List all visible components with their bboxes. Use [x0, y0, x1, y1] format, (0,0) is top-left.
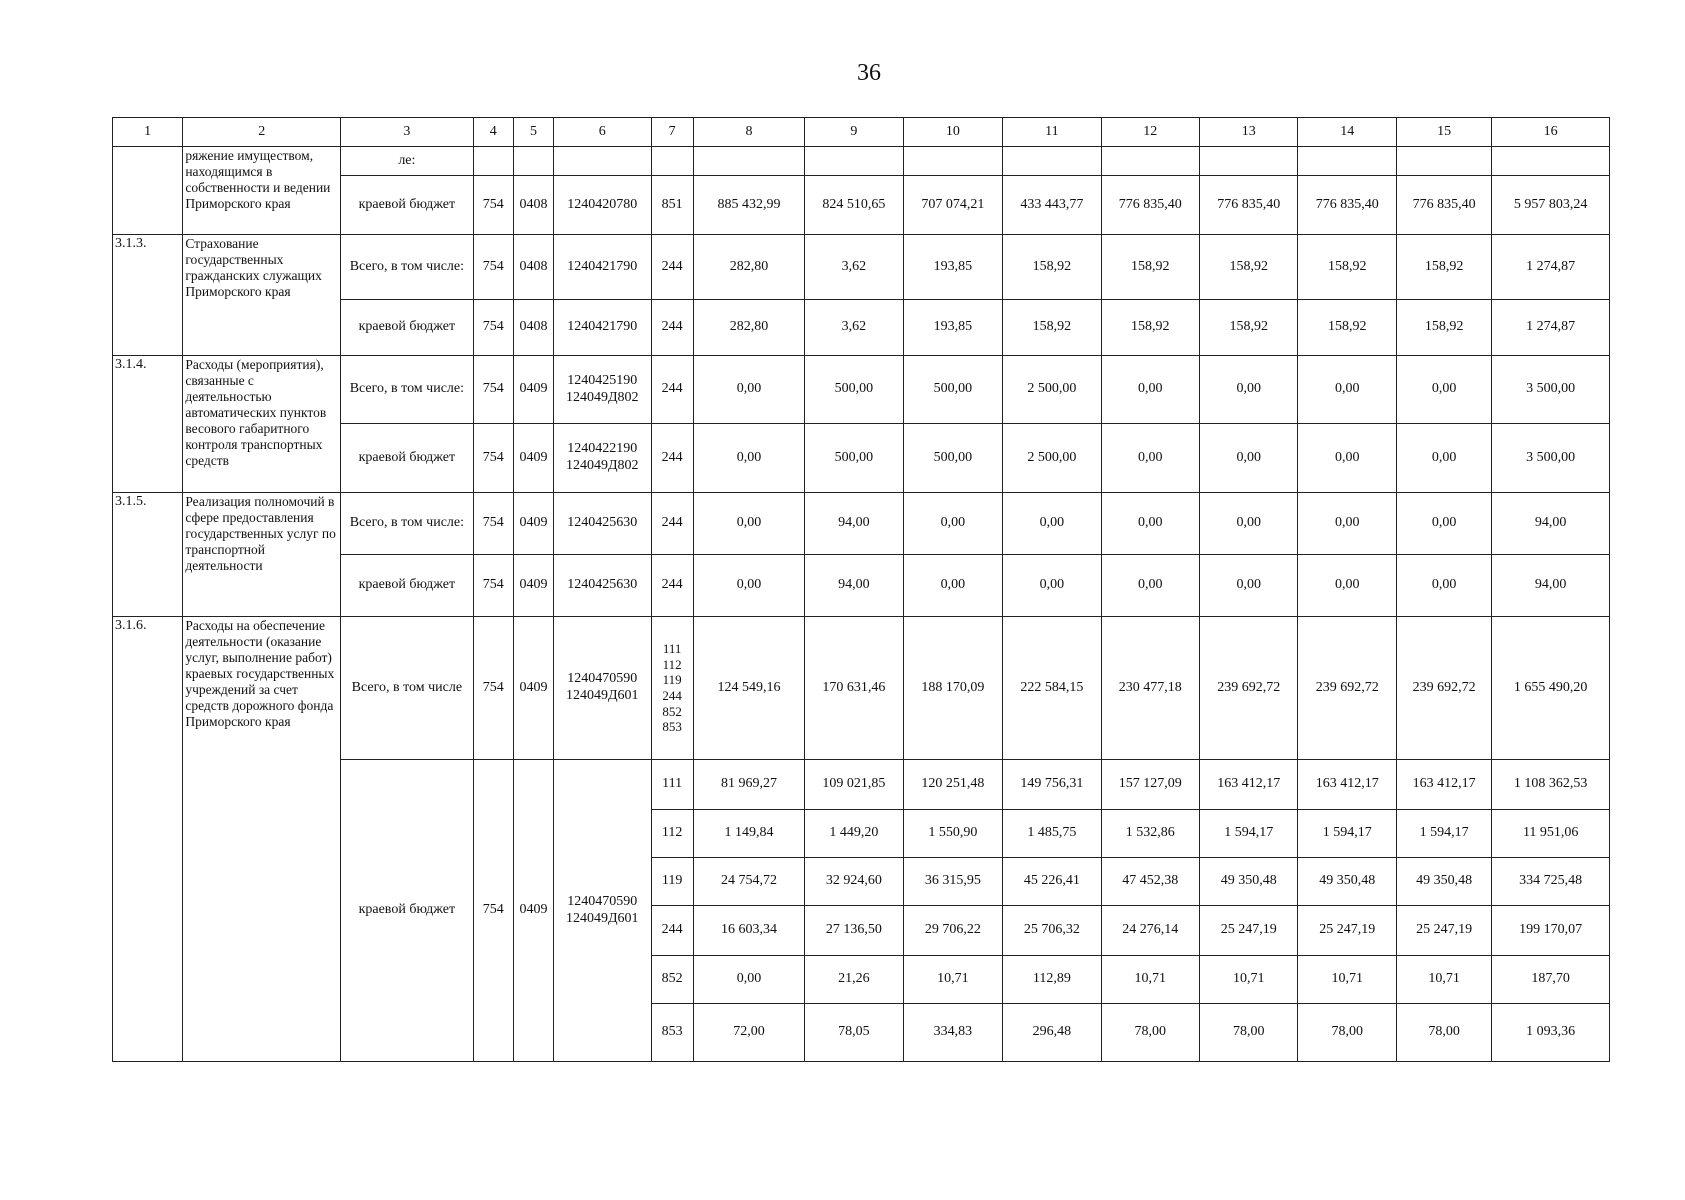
amount-cell: 158,92: [1298, 235, 1396, 300]
amount-cell: 199 170,07: [1492, 906, 1610, 956]
amount-cell: 158,92: [1101, 300, 1199, 356]
column-header: 8: [693, 118, 805, 147]
amount-cell: 707 074,21: [903, 176, 1002, 235]
amount-cell: 158,92: [1003, 300, 1101, 356]
amount-cell: 10,71: [1298, 956, 1396, 1004]
amount-cell: 94,00: [805, 493, 903, 555]
amount-cell: 47 452,38: [1101, 858, 1199, 906]
amount-cell: 0,00: [903, 493, 1002, 555]
amount-cell: 0,00: [1396, 356, 1491, 424]
column-header: 9: [805, 118, 903, 147]
amount-cell: 0,00: [903, 555, 1002, 617]
section-code: 0409: [513, 617, 553, 760]
amount-cell: 49 350,48: [1396, 858, 1491, 906]
amount-cell: 158,92: [1298, 300, 1396, 356]
amount-cell: 158,92: [1396, 235, 1491, 300]
amount-cell: 24 754,72: [693, 858, 805, 906]
amount-cell: 0,00: [693, 493, 805, 555]
amount-cell: 239 692,72: [1396, 617, 1491, 760]
expense-type-code: 852: [651, 956, 693, 1004]
amount-cell: 1 594,17: [1396, 810, 1491, 858]
target-article-code: 1240425630: [554, 493, 651, 555]
amount-cell: 94,00: [805, 555, 903, 617]
expense-type-code: 244: [651, 356, 693, 424]
amount-cell: 0,00: [1396, 424, 1491, 493]
amount-cell: 282,80: [693, 300, 805, 356]
amount-cell: 25 247,19: [1200, 906, 1298, 956]
amount-cell: [805, 147, 903, 176]
expense-type-code: 853: [651, 1004, 693, 1062]
amount-cell: 239 692,72: [1200, 617, 1298, 760]
amount-cell: 1 149,84: [693, 810, 805, 858]
amount-cell: 163 412,17: [1298, 760, 1396, 810]
section-code: 0408: [513, 176, 553, 235]
amount-cell: 163 412,17: [1396, 760, 1491, 810]
expense-type-code: 119: [651, 858, 693, 906]
funding-source: ле:: [341, 147, 474, 176]
column-header: 13: [1200, 118, 1298, 147]
department-code: [473, 147, 513, 176]
amount-cell: 0,00: [1298, 424, 1396, 493]
column-header: 7: [651, 118, 693, 147]
amount-cell: 1 274,87: [1492, 235, 1610, 300]
amount-cell: 1 594,17: [1200, 810, 1298, 858]
amount-cell: 10,71: [1200, 956, 1298, 1004]
section-code: 0409: [513, 555, 553, 617]
column-header: 1: [113, 118, 183, 147]
amount-cell: 1 594,17: [1298, 810, 1396, 858]
amount-cell: 27 136,50: [805, 906, 903, 956]
target-article-code: [554, 147, 651, 176]
column-header: 11: [1003, 118, 1101, 147]
amount-cell: 0,00: [1200, 493, 1298, 555]
amount-cell: 0,00: [1101, 555, 1199, 617]
column-header: 6: [554, 118, 651, 147]
amount-cell: 157 127,09: [1101, 760, 1199, 810]
amount-cell: 0,00: [1298, 555, 1396, 617]
amount-cell: 0,00: [1200, 424, 1298, 493]
amount-cell: 1 093,36: [1492, 1004, 1610, 1062]
amount-cell: 1 274,87: [1492, 300, 1610, 356]
item-name: Реализация полномочий в сфере предоставления государственных услуг по транспортной деятельности: [183, 493, 341, 617]
expense-type-code: 244: [651, 493, 693, 555]
amount-cell: 334 725,48: [1492, 858, 1610, 906]
amount-cell: 296,48: [1003, 1004, 1101, 1062]
page-number: 36: [857, 60, 881, 86]
amount-cell: 1 655 490,20: [1492, 617, 1610, 760]
table-row: [113, 235, 1610, 300]
funding-source: Всего, в том числе:: [341, 356, 474, 424]
funding-source: краевой бюджет: [341, 176, 474, 235]
amount-cell: 0,00: [1200, 356, 1298, 424]
amount-cell: 193,85: [903, 235, 1002, 300]
amount-cell: [1396, 147, 1491, 176]
target-article-code: 1240425190 124049Д802: [554, 356, 651, 424]
amount-cell: [903, 147, 1002, 176]
column-header: 15: [1396, 118, 1491, 147]
target-article-code: 1240470590 124049Д601: [554, 617, 651, 760]
amount-cell: 5 957 803,24: [1492, 176, 1610, 235]
target-article-code: 1240470590 124049Д601: [554, 760, 651, 1062]
amount-cell: 2 500,00: [1003, 424, 1101, 493]
column-header: 14: [1298, 118, 1396, 147]
section-code: 0408: [513, 235, 553, 300]
item-name: ряжение имуществом, находящимся в собственности и ведении Приморского края: [183, 147, 341, 235]
amount-cell: 36 315,95: [903, 858, 1002, 906]
amount-cell: 78,00: [1396, 1004, 1491, 1062]
expense-type-code: 111: [651, 760, 693, 810]
amount-cell: [1200, 147, 1298, 176]
amount-cell: 1 532,86: [1101, 810, 1199, 858]
column-header: 2: [183, 118, 341, 147]
column-header: 4: [473, 118, 513, 147]
expense-type-code: [651, 147, 693, 176]
amount-cell: [1298, 147, 1396, 176]
item-code: 3.1.3.: [113, 235, 183, 356]
amount-cell: [1101, 147, 1199, 176]
amount-cell: 0,00: [1101, 493, 1199, 555]
amount-cell: 1 550,90: [903, 810, 1002, 858]
target-article-code: 1240425630: [554, 555, 651, 617]
amount-cell: [1003, 147, 1101, 176]
amount-cell: 282,80: [693, 235, 805, 300]
expense-type-code: 244: [651, 424, 693, 493]
target-article-code: 1240422190 124049Д802: [554, 424, 651, 493]
department-code: 754: [473, 300, 513, 356]
amount-cell: 1 449,20: [805, 810, 903, 858]
amount-cell: 78,00: [1298, 1004, 1396, 1062]
amount-cell: 3,62: [805, 300, 903, 356]
department-code: 754: [473, 356, 513, 424]
amount-cell: 0,00: [693, 356, 805, 424]
item-code: 3.1.4.: [113, 356, 183, 493]
table-row: [113, 356, 1610, 424]
amount-cell: 776 835,40: [1298, 176, 1396, 235]
department-code: 754: [473, 235, 513, 300]
amount-cell: 0,00: [693, 424, 805, 493]
amount-cell: 0,00: [1003, 555, 1101, 617]
table-row: [113, 493, 1610, 555]
amount-cell: 500,00: [805, 356, 903, 424]
amount-cell: 78,00: [1101, 1004, 1199, 1062]
column-header: 3: [341, 118, 474, 147]
amount-cell: 163 412,17: [1200, 760, 1298, 810]
amount-cell: 78,00: [1200, 1004, 1298, 1062]
amount-cell: 11 951,06: [1492, 810, 1610, 858]
item-code: 3.1.5.: [113, 493, 183, 617]
amount-cell: 500,00: [805, 424, 903, 493]
section-code: 0408: [513, 300, 553, 356]
amount-cell: 32 924,60: [805, 858, 903, 906]
amount-cell: 72,00: [693, 1004, 805, 1062]
expense-type-code: 851: [651, 176, 693, 235]
funding-source: краевой бюджет: [341, 300, 474, 356]
funding-source: Всего, в том числе: [341, 617, 474, 760]
item-name: Расходы (мероприятия), связанные с деятельностью автоматических пунктов весового габаритного контроля транспортных средств: [183, 356, 341, 493]
expense-type-code: 244: [651, 235, 693, 300]
amount-cell: 94,00: [1492, 555, 1610, 617]
amount-cell: 0,00: [693, 555, 805, 617]
amount-cell: 193,85: [903, 300, 1002, 356]
amount-cell: 25 247,19: [1298, 906, 1396, 956]
amount-cell: 0,00: [693, 956, 805, 1004]
amount-cell: 2 500,00: [1003, 356, 1101, 424]
amount-cell: 433 443,77: [1003, 176, 1101, 235]
amount-cell: 3,62: [805, 235, 903, 300]
amount-cell: 78,05: [805, 1004, 903, 1062]
amount-cell: 776 835,40: [1101, 176, 1199, 235]
amount-cell: 187,70: [1492, 956, 1610, 1004]
amount-cell: 29 706,22: [903, 906, 1002, 956]
amount-cell: 49 350,48: [1298, 858, 1396, 906]
amount-cell: 158,92: [1200, 300, 1298, 356]
amount-cell: 10,71: [903, 956, 1002, 1004]
amount-cell: 0,00: [1200, 555, 1298, 617]
amount-cell: 120 251,48: [903, 760, 1002, 810]
amount-cell: 109 021,85: [805, 760, 903, 810]
department-code: 754: [473, 760, 513, 1062]
expense-type-code: 244: [651, 555, 693, 617]
amount-cell: 776 835,40: [1200, 176, 1298, 235]
item-name: Страхование государственных гражданских служащих Приморского края: [183, 235, 341, 356]
header-row: [113, 118, 1610, 147]
amount-cell: 45 226,41: [1003, 858, 1101, 906]
amount-cell: 222 584,15: [1003, 617, 1101, 760]
amount-cell: 1 108 362,53: [1492, 760, 1610, 810]
amount-cell: 1 485,75: [1003, 810, 1101, 858]
amount-cell: 10,71: [1396, 956, 1491, 1004]
amount-cell: 25 247,19: [1396, 906, 1491, 956]
expense-type-code: 111 112 119 244 852 853: [651, 617, 693, 760]
amount-cell: 124 549,16: [693, 617, 805, 760]
amount-cell: 0,00: [1396, 555, 1491, 617]
expense-type-code: 244: [651, 300, 693, 356]
amount-cell: 81 969,27: [693, 760, 805, 810]
amount-cell: [1492, 147, 1610, 176]
amount-cell: 10,71: [1101, 956, 1199, 1004]
amount-cell: 149 756,31: [1003, 760, 1101, 810]
funding-source: краевой бюджет: [341, 424, 474, 493]
amount-cell: 500,00: [903, 356, 1002, 424]
column-header: 10: [903, 118, 1002, 147]
item-name: Расходы на обеспечение деятельности (оказание услуг, выполнение работ) краевых государственных учреждений за счет средств дорожного фонда Приморского края: [183, 617, 341, 1062]
amount-cell: 824 510,65: [805, 176, 903, 235]
amount-cell: [693, 147, 805, 176]
amount-cell: 188 170,09: [903, 617, 1002, 760]
amount-cell: 0,00: [1101, 424, 1199, 493]
funding-source: краевой бюджет: [341, 555, 474, 617]
table-row: [113, 617, 1610, 760]
funding-source: краевой бюджет: [341, 760, 474, 1062]
amount-cell: 230 477,18: [1101, 617, 1199, 760]
target-article-code: 1240420780: [554, 176, 651, 235]
amount-cell: 158,92: [1396, 300, 1491, 356]
amount-cell: 24 276,14: [1101, 906, 1199, 956]
department-code: 754: [473, 617, 513, 760]
column-header: 16: [1492, 118, 1610, 147]
amount-cell: 3 500,00: [1492, 356, 1610, 424]
amount-cell: 334,83: [903, 1004, 1002, 1062]
amount-cell: 0,00: [1101, 356, 1199, 424]
amount-cell: 94,00: [1492, 493, 1610, 555]
amount-cell: 500,00: [903, 424, 1002, 493]
amount-cell: 158,92: [1200, 235, 1298, 300]
amount-cell: 16 603,34: [693, 906, 805, 956]
budget-table: [112, 117, 1610, 1062]
amount-cell: 21,26: [805, 956, 903, 1004]
expense-type-code: 244: [651, 906, 693, 956]
funding-source: Всего, в том числе:: [341, 493, 474, 555]
amount-cell: 3 500,00: [1492, 424, 1610, 493]
amount-cell: 170 631,46: [805, 617, 903, 760]
expense-type-code: 112: [651, 810, 693, 858]
amount-cell: 239 692,72: [1298, 617, 1396, 760]
amount-cell: 0,00: [1396, 493, 1491, 555]
amount-cell: 49 350,48: [1200, 858, 1298, 906]
amount-cell: 0,00: [1003, 493, 1101, 555]
section-code: 0409: [513, 760, 553, 1062]
column-header: 5: [513, 118, 553, 147]
section-code: [513, 147, 553, 176]
target-article-code: 1240421790: [554, 235, 651, 300]
amount-cell: 158,92: [1101, 235, 1199, 300]
item-code: 3.1.6.: [113, 617, 183, 1062]
amount-cell: 0,00: [1298, 493, 1396, 555]
amount-cell: 776 835,40: [1396, 176, 1491, 235]
target-article-code: 1240421790: [554, 300, 651, 356]
department-code: 754: [473, 424, 513, 493]
amount-cell: 0,00: [1298, 356, 1396, 424]
amount-cell: 25 706,32: [1003, 906, 1101, 956]
section-code: 0409: [513, 424, 553, 493]
item-code: [113, 147, 183, 235]
section-code: 0409: [513, 493, 553, 555]
section-code: 0409: [513, 356, 553, 424]
amount-cell: 885 432,99: [693, 176, 805, 235]
table-row: [113, 147, 1610, 176]
amount-cell: 112,89: [1003, 956, 1101, 1004]
funding-source: Всего, в том числе:: [341, 235, 474, 300]
department-code: 754: [473, 493, 513, 555]
amount-cell: 158,92: [1003, 235, 1101, 300]
department-code: 754: [473, 176, 513, 235]
department-code: 754: [473, 555, 513, 617]
column-header: 12: [1101, 118, 1199, 147]
